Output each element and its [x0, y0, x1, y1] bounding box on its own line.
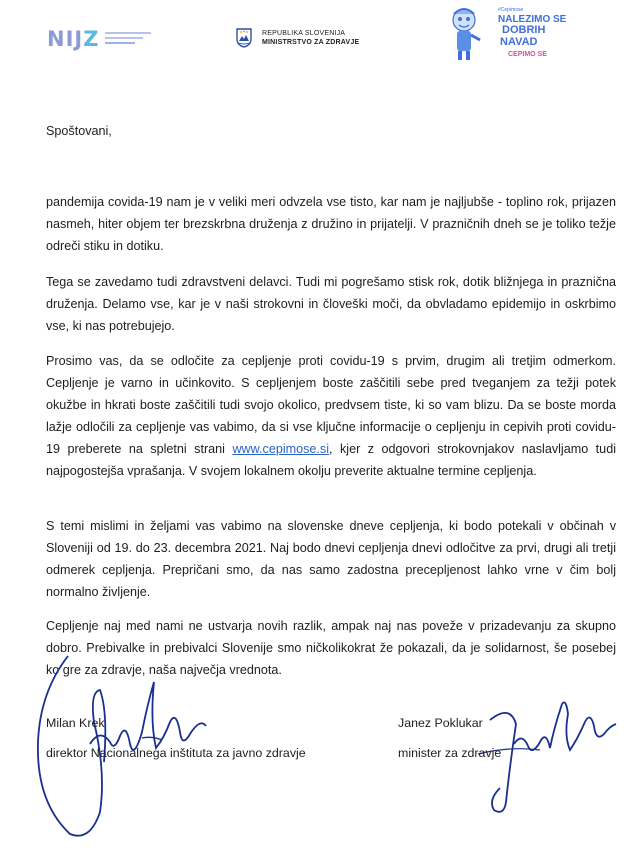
campaign-line1: NALEZIMO SE [498, 14, 567, 25]
campaign-line2: DOBRIH [502, 24, 546, 36]
paragraph-3-text-a: Prosimo vas, da se odločite za cepljenje proti covidu-19 s prvim, drugim ali tretjim odmerkom. Cepljenje je varno in učinkovito. S cepljenjem boste zaščitili sebe pred tveganjem za težji potek okužbe in hkrati boste zaščitili tudi svojo okolico, predvsem tiste, ki so vam blizu. Da se boste morda lažje odločili za cepljenje vas vabimo, da si vse ključne informacije o cepljenju in cepivih proti covidu-19 preberete na spletni strani [46, 353, 616, 456]
campaign-logo [442, 2, 582, 64]
slovenia-crest-icon [236, 28, 252, 48]
paragraph-3-text-b: , kjer z odgovori strokovnjakov naslavljamo tudi najpogostejša vprašanja. V svojem lokalnem okolju preverite aktualne termine cepljenja. [46, 441, 616, 478]
paragraph-4: S temi mislimi in željami vas vabimo na slovenske dneve cepljenja, ki bodo potekali v občinah v Sloveniji od 19. do 23. decembra 2021. Naj bodo dnevi cepljenja dnevi odločitve za prvi, drugi ali tretji odmerek cepljenja. Prepričani smo, da nas samo zadostna precepljenost lahko vrne v čim bolj normalno življenje. [46, 518, 616, 599]
campaign-line3: NAVAD [500, 36, 538, 48]
paragraph-2: Tega se zavedamo tudi zdravstveni delavci. Tudi mi pogrešamo stisk rok, dotik bližnjega in praznična druženja. Delamo vse, kar je v naši strokovni in človeški moči, da obvladamo epidemijo in oskrbimo vse, ki nas potrebujejo. [46, 274, 616, 333]
campaign-hashtag: #Cepimose [498, 7, 524, 13]
paragraph-1: pandemija covida-19 nam je v veliki meri odvzela vse tisto, kar nam je najljubše - toplino rok, prijazen nasmeh, hiter objem ter brezskrbna druženja z družino in prijatelji. V prazničnih dneh se je toliko težje odreči stiku in dotiku. [46, 194, 616, 253]
nijz-logo-mark: NIJZ [47, 27, 100, 51]
ministry-line1: REPUBLIKA SLOVENIJA [262, 30, 346, 37]
letter-greeting: Spoštovani, [46, 124, 112, 138]
cepimose-link[interactable]: www.cepimose.si [232, 441, 330, 456]
signer-right-title: minister za zdravje [398, 746, 502, 760]
nijz-logo [47, 27, 165, 51]
ministry-logo [236, 28, 359, 48]
paragraph-5: Cepljenje naj med nami ne ustvarja novih razlik, ampak naj nas poveže v prizadevanju za skupno dobro. Prebivalke in prebivalci Slovenije smo ničkolikokrat že pokazali, da je solidarnost, še posebej ko gre za zdravje, naša največja vrednota. [46, 618, 616, 677]
campaign-mascot-icon [453, 9, 480, 60]
paragraph-3 [46, 350, 616, 482]
nijz-logo-tagline [105, 29, 165, 50]
signer-right-name: Janez Poklukar [398, 716, 483, 730]
nijz-tagline-graphic [105, 29, 165, 47]
signer-left-title: direktor Nacionalnega inštituta za javno zdravje [46, 746, 306, 760]
campaign-line4: CEPIMO SE [508, 51, 547, 58]
ministry-line2: MINISTRSTVO ZA ZDRAVJE [262, 39, 360, 46]
signer-left-name: Milan Krek [46, 716, 105, 730]
